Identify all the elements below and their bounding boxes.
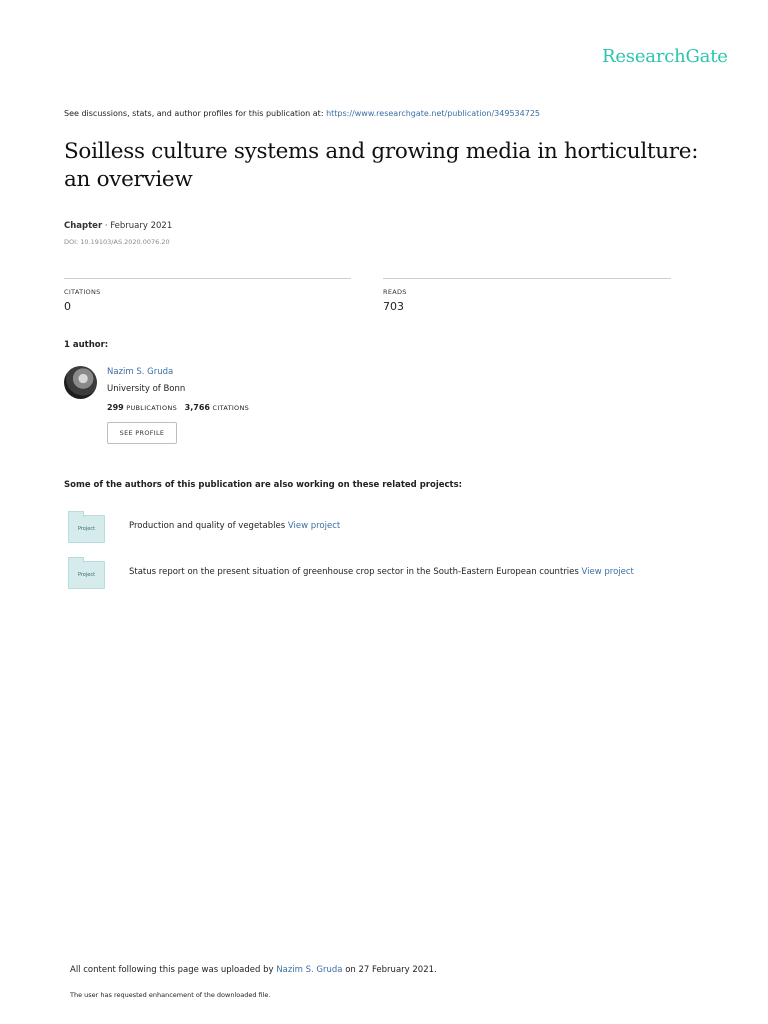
title-line-2: an overview <box>64 167 193 192</box>
citations-divider <box>64 278 351 279</box>
project-title: Production and quality of vegetables <box>129 521 288 531</box>
view-project-link[interactable]: View project <box>287 521 341 531</box>
authors-header: 1 author: <box>64 340 109 350</box>
author-publications-label: PUBLICATIONS <box>126 404 177 412</box>
publication-type: Chapter <box>64 221 103 231</box>
title-line-1: Soilless culture systems and growing media in horticulture: <box>64 139 699 164</box>
upload-prefix: All content following this page was uploaded by <box>70 965 277 975</box>
reads-divider <box>383 278 671 279</box>
citations-value: 0 <box>64 300 71 313</box>
author-citations-count: 3,766 <box>184 403 210 412</box>
upload-note <box>70 965 437 975</box>
project-icon-label: Project <box>77 526 96 532</box>
see-profile-button[interactable]: SEE PROFILE <box>107 422 177 444</box>
project-title: Status report on the present situation of greenhouse crop sector in the South-Eastern European countries <box>129 567 582 577</box>
publication-meta <box>64 221 172 231</box>
author-avatar[interactable] <box>64 366 97 399</box>
author-stats <box>107 403 249 412</box>
citations-label: CITATIONS <box>64 288 101 296</box>
related-project-item <box>129 567 634 577</box>
author-citations-label: CITATIONS <box>212 404 250 412</box>
author-institution: University of Bonn <box>107 384 186 394</box>
researchgate-logo[interactable]: ResearchGate <box>602 46 728 67</box>
discussion-prefix: See discussions, stats, and author profiles for this publication at: <box>64 109 324 118</box>
publication-date: · February 2021 <box>102 221 173 231</box>
project-folder-icon <box>68 515 105 543</box>
reads-value: 703 <box>383 300 404 313</box>
view-project-link[interactable]: View project <box>581 567 634 577</box>
publication-url-link[interactable]: https://www.researchgate.net/publication/349534725 <box>326 109 540 118</box>
discussion-line <box>64 109 540 118</box>
author-publications-count: 299 <box>107 403 124 412</box>
uploader-link[interactable]: Nazim S. Gruda <box>276 965 343 975</box>
project-icon-label: Project <box>77 572 96 578</box>
related-project-item <box>129 521 340 531</box>
reads-label: READS <box>383 288 407 296</box>
upload-suffix: on 27 February 2021. <box>342 965 437 975</box>
enhancement-note: The user has requested enhancement of the downloaded file. <box>70 991 271 999</box>
author-name-link[interactable]: Nazim S. Gruda <box>107 367 174 377</box>
doi: DOI: 10.19103/AS.2020.0076.20 <box>64 238 170 246</box>
related-projects-header: Some of the authors of this publication are also working on these related projects: <box>64 480 463 490</box>
publication-title <box>64 138 724 194</box>
project-folder-icon <box>68 561 105 589</box>
